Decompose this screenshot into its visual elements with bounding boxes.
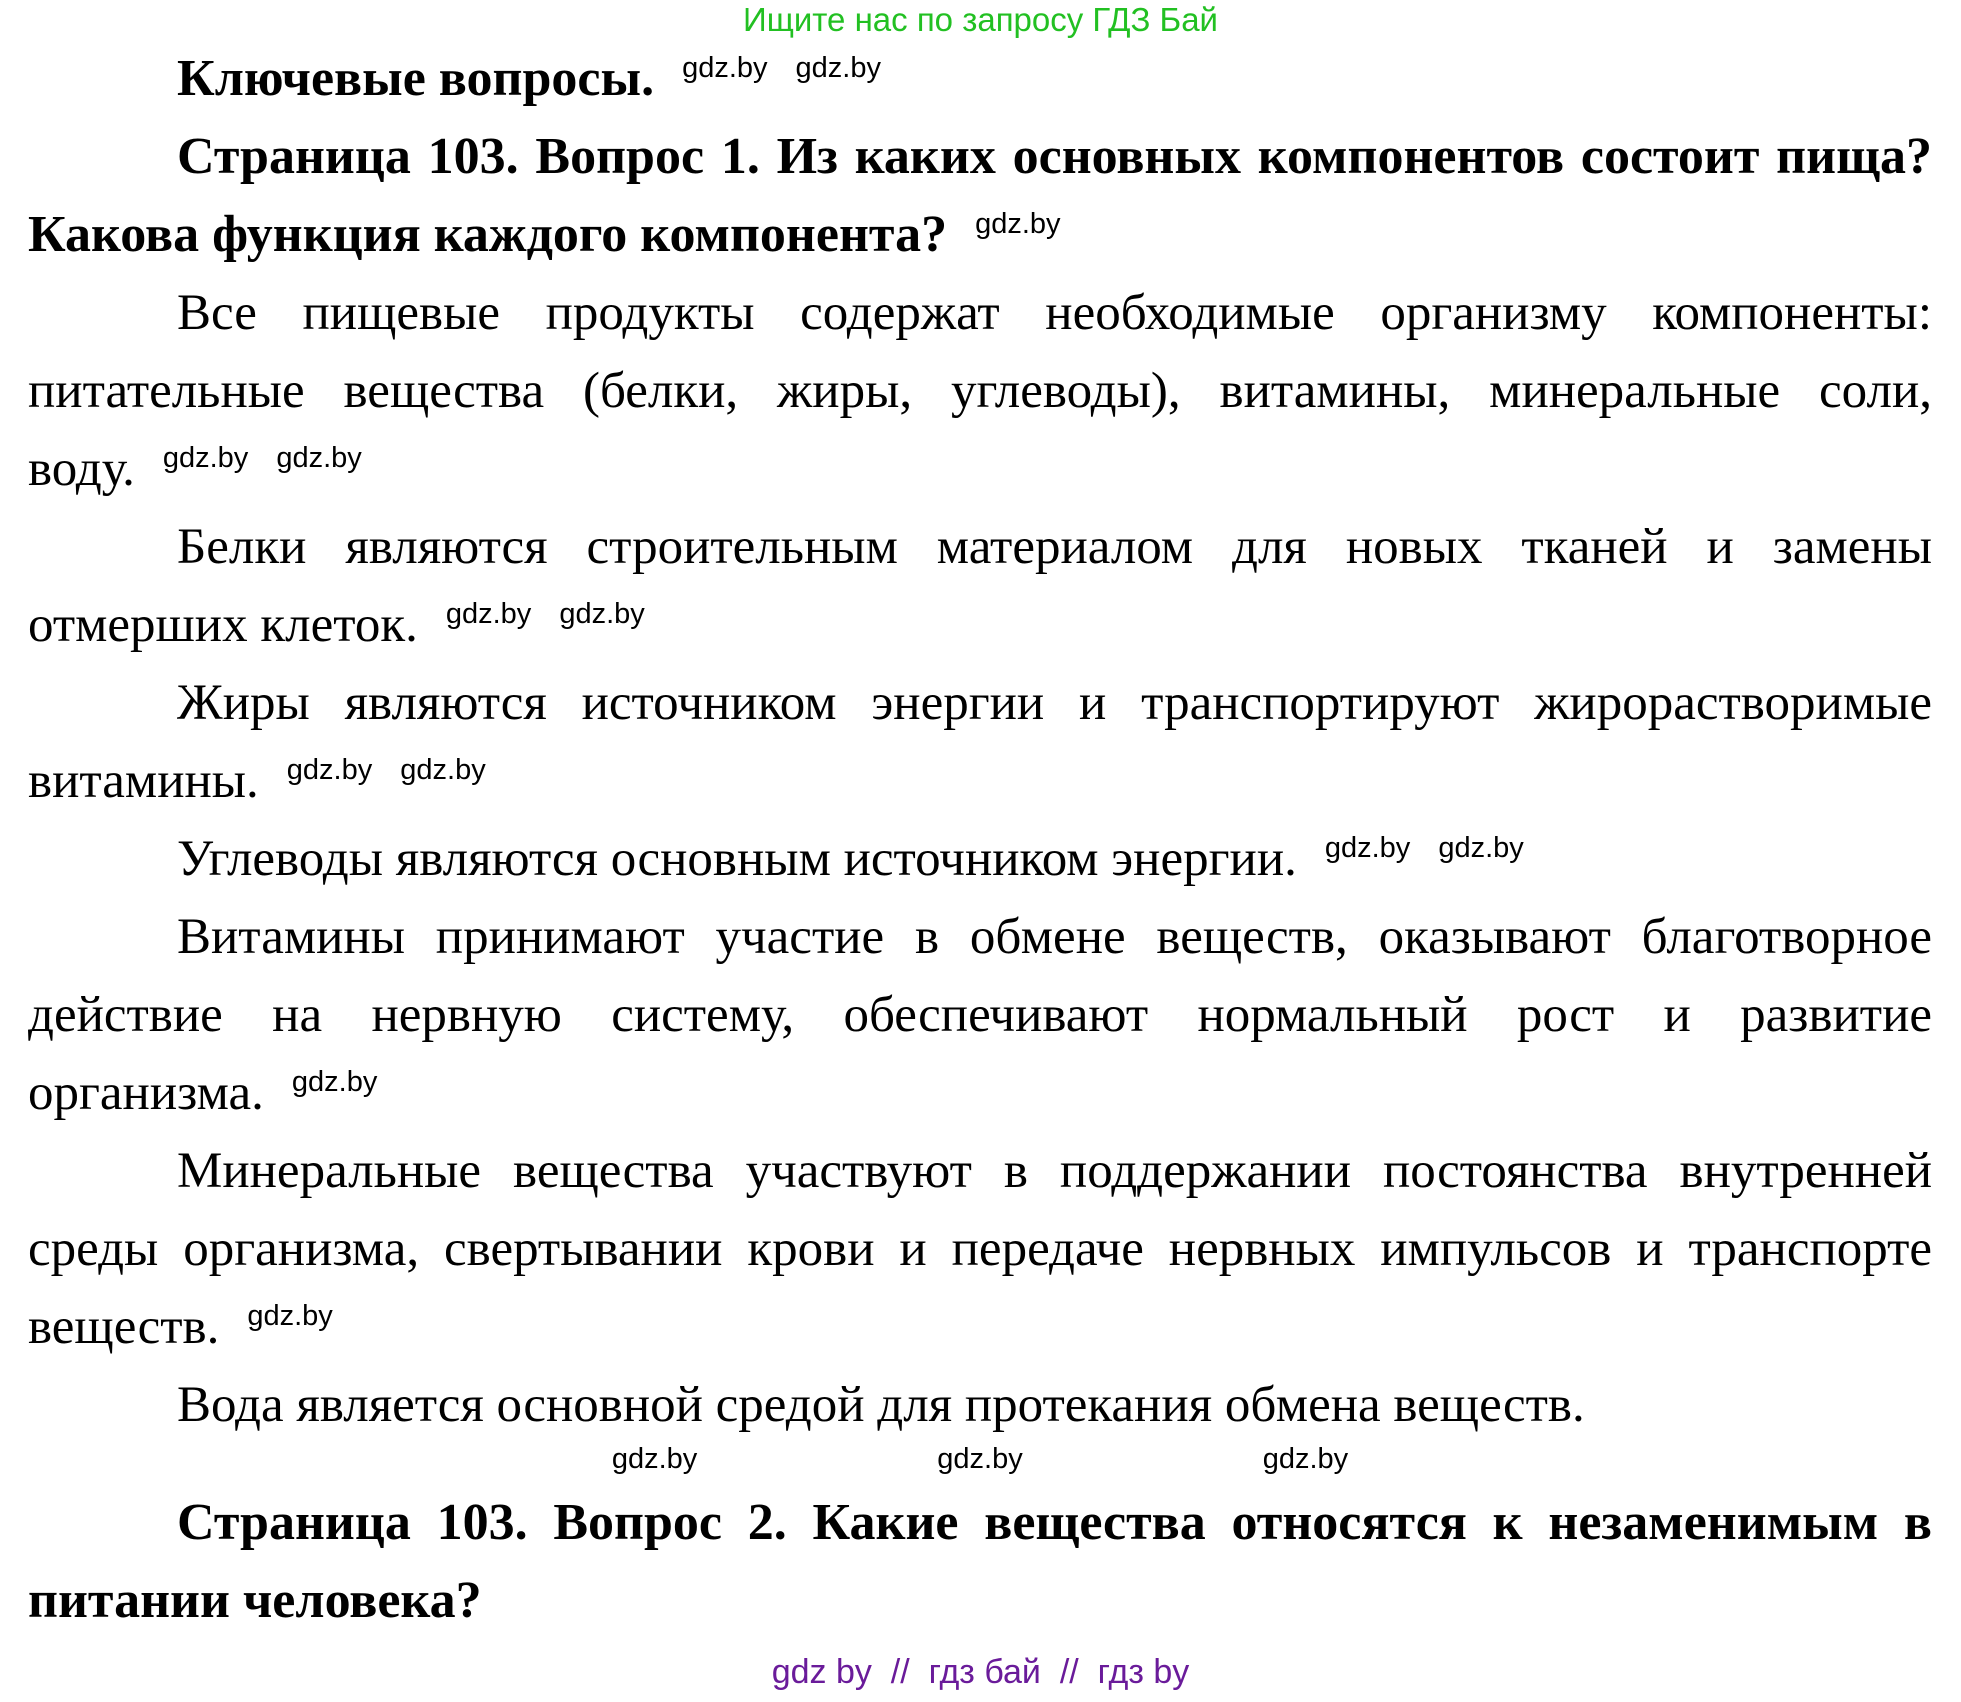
- watermark: gdz.by: [975, 208, 1061, 240]
- answer-paragraph: Витамины принимают участие в обмене веществ, оказывают благотворное действие на нервную систему, обеспечивают нормальный рост и развитие организма.: [28, 909, 1932, 1121]
- watermark: gdz.by: [276, 442, 362, 474]
- search-banner[interactable]: Ищите нас по запросу ГДЗ Бай: [743, 1, 1218, 38]
- answer-block: [28, 1366, 1932, 1444]
- answer-paragraph: Углеводы являются основным источником энергии.: [177, 831, 1297, 887]
- watermark: gdz.by: [1438, 832, 1524, 864]
- watermark: gdz.by: [445, 598, 532, 630]
- watermark: gdz.by: [682, 52, 768, 84]
- answer-block: [28, 1132, 1932, 1366]
- watermark: gdz.by: [1324, 832, 1411, 864]
- watermark: gdz.by: [937, 1443, 1023, 1475]
- question-2: Страница 103. Вопрос 2. Какие вещества относятся к незаменимым в питании человека?: [28, 1494, 1932, 1629]
- answer-paragraph: Белки являются строительным материалом для новых тканей и замены отмерших клеток.: [28, 519, 1932, 653]
- answer-paragraph: Жиры являются источником энергии и транспортируют жирорастворимые витамины.: [28, 675, 1932, 809]
- question-1-block: [28, 118, 1932, 274]
- document-body: [28, 40, 1932, 1640]
- answer-paragraph: Вода является основной средой для протекания обмена веществ.: [177, 1377, 1585, 1433]
- watermark: gdz.by: [559, 598, 645, 630]
- question-1: Страница 103. Вопрос 1. Из каких основных компонентов состоит пища? Какова функция каждого компонента?: [28, 128, 1932, 263]
- answer-block: [28, 664, 1932, 820]
- watermark-row: [28, 1444, 1932, 1484]
- watermark: gdz.by: [400, 754, 486, 786]
- answer-paragraph: Минеральные вещества участвуют в поддержании постоянства внутренней среды организма, свертывании крови и передаче нервных импульсов и транспорте веществ.: [28, 1143, 1932, 1355]
- watermark: gdz.by: [795, 52, 881, 84]
- section-title: Ключевые вопросы.: [177, 50, 655, 107]
- watermark: gdz.by: [1262, 1443, 1349, 1475]
- watermark: gdz.by: [291, 1066, 378, 1098]
- section-title-line: [28, 40, 1932, 118]
- answer-block: [28, 508, 1932, 664]
- answer-block: [28, 820, 1932, 898]
- watermark: gdz.by: [162, 442, 249, 474]
- watermark: gdz.by: [286, 754, 373, 786]
- watermark: gdz.by: [611, 1443, 698, 1475]
- answer-paragraph: Все пищевые продукты содержат необходимые организму компоненты: питательные вещества (белки, жиры, углеводы), витамины, минеральные соли, воду.: [28, 285, 1932, 497]
- watermark: gdz.by: [247, 1300, 333, 1332]
- footer-links[interactable]: gdz by // гдз бай // гдз by: [771, 1653, 1190, 1691]
- answer-block: [28, 274, 1932, 508]
- answer-block: [28, 898, 1932, 1132]
